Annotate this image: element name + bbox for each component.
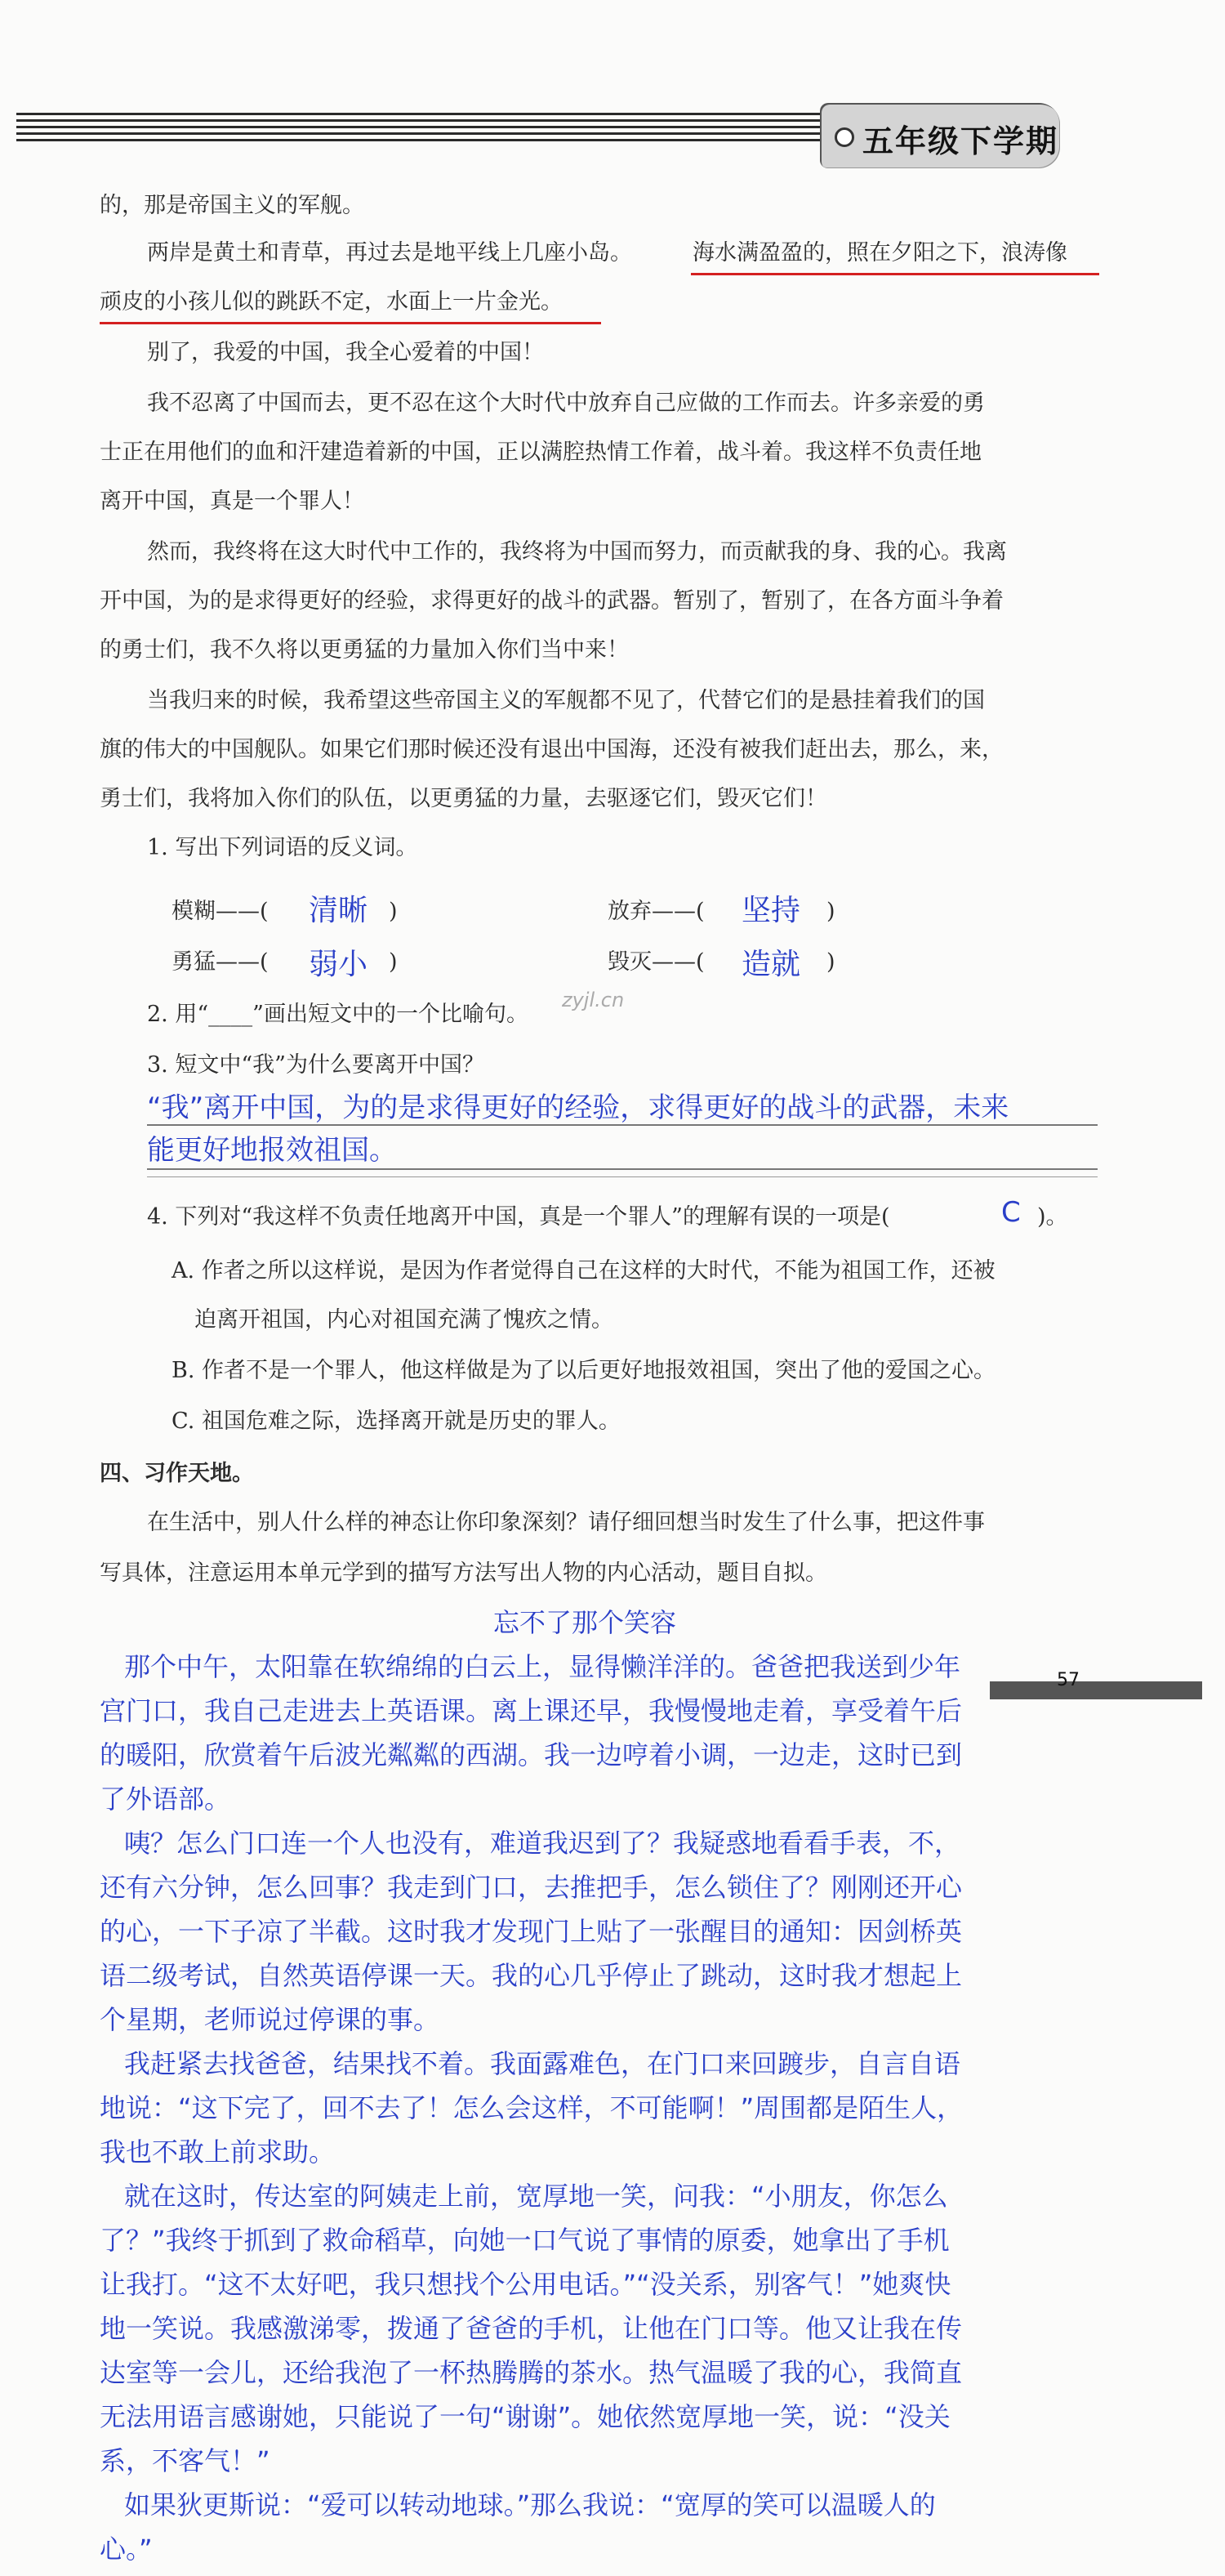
passage-line: 然而，我终将在这大时代中工作的，我终将为中国而努力，而贡献我的身、我的心。我离: [147, 539, 1007, 565]
essay-title: 忘不了那个笑容: [493, 1607, 677, 1638]
passage-line: 开中国，为的是求得更好的经验，求得更好的战斗的武器。暂别了，暂别了，在各方面斗争着: [100, 588, 1004, 614]
essay-line: 我赶紧去找爸爸，结果找不着。我面露难色，在门口来回踱步，自言自语: [124, 2048, 961, 2079]
essay-line: 语二级考试，自然英语停课一天。我的心几乎停止了跳动，这时我才想起上: [100, 1960, 963, 1991]
essay-line: 系，不客气！”: [100, 2445, 270, 2476]
q1-word: 毁灭——(: [608, 949, 705, 975]
q1-answer: 清晰: [309, 894, 368, 927]
q1-word: 模糊——(: [172, 899, 269, 924]
simile-underline: [691, 273, 1099, 275]
q1-word: 勇猛——(: [172, 949, 269, 975]
essay-line: 心。”: [100, 2534, 153, 2565]
q4-prompt: 4. 下列对“我这样不负责任地离开中国，真是一个罪人”的理解有误的一项是(: [147, 1204, 890, 1230]
answer-rule: [147, 1124, 1098, 1126]
essay-line: 了？”我终于抓到了救命稻草，向她一口气说了事情的原委，她拿出了手机: [100, 2225, 950, 2256]
q1-answer: 造就: [742, 948, 801, 981]
essay-line: 咦？怎么门口连一个人也没有，难道我迟到了？我疑惑地看看手表，不，: [124, 1828, 961, 1859]
simile-part1: 海水满盈盈的，照在夕阳之下，浪涛像: [693, 240, 1067, 266]
passage-line: 士正在用他们的血和汗建造着新的中国，正以满腔热情工作着，战斗着。我这样不负责任地: [100, 440, 982, 465]
watermark: zyjl.cn: [562, 989, 625, 1011]
essay-line: 了外语部。: [100, 1784, 231, 1815]
answer-rule: [147, 1176, 1098, 1177]
header-rule: [16, 113, 825, 150]
passage-line: 离开中国，真是一个罪人！: [100, 489, 364, 514]
essay-line: 如果狄更斯说：“爱可以转动地球。”那么我说：“宽厚的笑可以温暖人的: [124, 2489, 936, 2520]
essay-line: 达室等一会儿，还给我泡了一杯热腾腾的茶水。热气温暖了我的心，我简直: [100, 2357, 963, 2388]
q1-prompt: 1. 写出下列词语的反义词。: [147, 835, 418, 860]
simile-part2: 顽皮的小孩儿似的跳跃不定，水面上一片金光。: [100, 289, 563, 315]
passage-line: 别了，我爱的中国，我全心爱着的中国！: [147, 340, 544, 365]
q3-answer-line: 能更好地报效祖国。: [147, 1134, 397, 1167]
page-number-tab: [990, 1681, 1202, 1699]
essay-line: 无法用语言感谢她，只能说了一句“谢谢”。她依然宽厚地一笑，说：“没关: [100, 2401, 951, 2432]
essay-line: 那个中午，太阳靠在软绵绵的白云上，显得懒洋洋的。爸爸把我送到少年: [124, 1651, 961, 1682]
q3-answer-line: “我”离开中国，为的是求得更好的经验，求得更好的战斗的武器，未来: [147, 1092, 1009, 1124]
q1-close: ): [826, 949, 835, 975]
passage-line: 我不忍离了中国而去，更不忍在这个大时代中放弃自己应做的工作而去。许多亲爱的勇: [147, 391, 985, 416]
tag-hole-icon: [835, 127, 854, 147]
q4-answer: C: [1001, 1196, 1021, 1229]
q1-answer: 弱小: [309, 948, 368, 981]
grade-tag: [820, 103, 1060, 168]
q4-option: C. 祖国危难之际，选择离开就是历史的罪人。: [172, 1409, 621, 1434]
essay-line: 就在这时，传达室的阿姨走上前，宽厚地一笑，问我：“小朋友，你怎么: [124, 2181, 948, 2212]
answer-rule: [147, 1168, 1098, 1170]
q1-word: 放弃——(: [608, 899, 705, 924]
passage-line: 的，那是帝国主义的军舰。: [100, 193, 364, 218]
essay-line: 的心，一下子凉了半截。这时我才发现门上贴了一张醒目的通知：因剑桥英: [100, 1916, 963, 1947]
passage-line: 勇士们，我将加入你们的队伍，以更勇猛的力量，去驱逐它们，毁灭它们！: [100, 786, 827, 811]
q1-answer: 坚持: [742, 894, 801, 927]
q1-close: ): [389, 949, 398, 975]
q3-prompt: 3. 短文中“我”为什么要离开中国？: [147, 1052, 484, 1078]
essay-line: 的暖阳，欣赏着午后波光粼粼的西湖。我一边哼着小调，一边走，这时已到: [100, 1739, 963, 1770]
passage-line: 当我归来的时候，我希望这些帝国主义的军舰都不见了，代替它们的是悬挂着我们的国: [147, 688, 985, 713]
essay-line: 我也不敢上前求助。: [100, 2136, 336, 2168]
essay-line: 地一笑说。我感激涕零，拨通了爸爸的手机，让他在门口等。他又让我在传: [100, 2313, 963, 2344]
essay-line: 宫门口，我自己走进去上英语课。离上课还早，我慢慢地走着，享受着午后: [100, 1695, 963, 1726]
q1-close: ): [826, 899, 835, 924]
section-prompt: 写具体，注意运用本单元学到的描写方法写出人物的内心活动，题目自拟。: [100, 1560, 827, 1586]
section-heading: 四、习作天地。: [100, 1461, 254, 1486]
essay-line: 地说：“这下完了，回不去了！怎么会这样，不可能啊！”周围都是陌生人，: [100, 2092, 964, 2123]
essay-line: 个星期，老师说过停课的事。: [100, 2004, 440, 2035]
q1-close: ): [389, 899, 398, 924]
q4-option: A. 作者之所以这样说，是因为作者觉得自己在这样的大时代，不能为祖国工作，还被: [172, 1258, 996, 1284]
page-number: 57: [1057, 1670, 1080, 1690]
section-prompt: 在生活中，别人什么样的神态让你印象深刻？请仔细回想当时发生了什么事，把这件事: [147, 1510, 985, 1535]
essay-line: 让我打。“这不太好吧，我只想找个公用电话。”“没关系，别客气！”她爽快: [100, 2269, 951, 2300]
q4-option: 迫离开祖国，内心对祖国充满了愧疚之情。: [194, 1307, 613, 1333]
essay-line: 还有六分钟，怎么回事？我走到门口，去推把手，怎么锁住了？刚刚还开心: [100, 1872, 963, 1903]
passage-line: 两岸是黄土和青草，再过去是地平线上几座小岛。: [147, 240, 632, 266]
q2-prompt: 2. 用“____”画出短文中的一个比喻句。: [147, 1002, 528, 1027]
q4-close: )。: [1037, 1204, 1068, 1230]
q4-option: B. 作者不是一个罪人，他这样做是为了以后更好地报效祖国，突出了他的爱国之心。: [172, 1358, 996, 1383]
passage-line: 的勇士们，我不久将以更勇猛的力量加入你们当中来！: [100, 637, 629, 663]
passage-line: 旗的伟大的中国舰队。如果它们那时候还没有退出中国海，还没有被我们赶出去，那么，来，: [100, 737, 1004, 762]
grade-label: 五年级下学期: [862, 123, 1059, 159]
simile-underline: [100, 322, 601, 324]
